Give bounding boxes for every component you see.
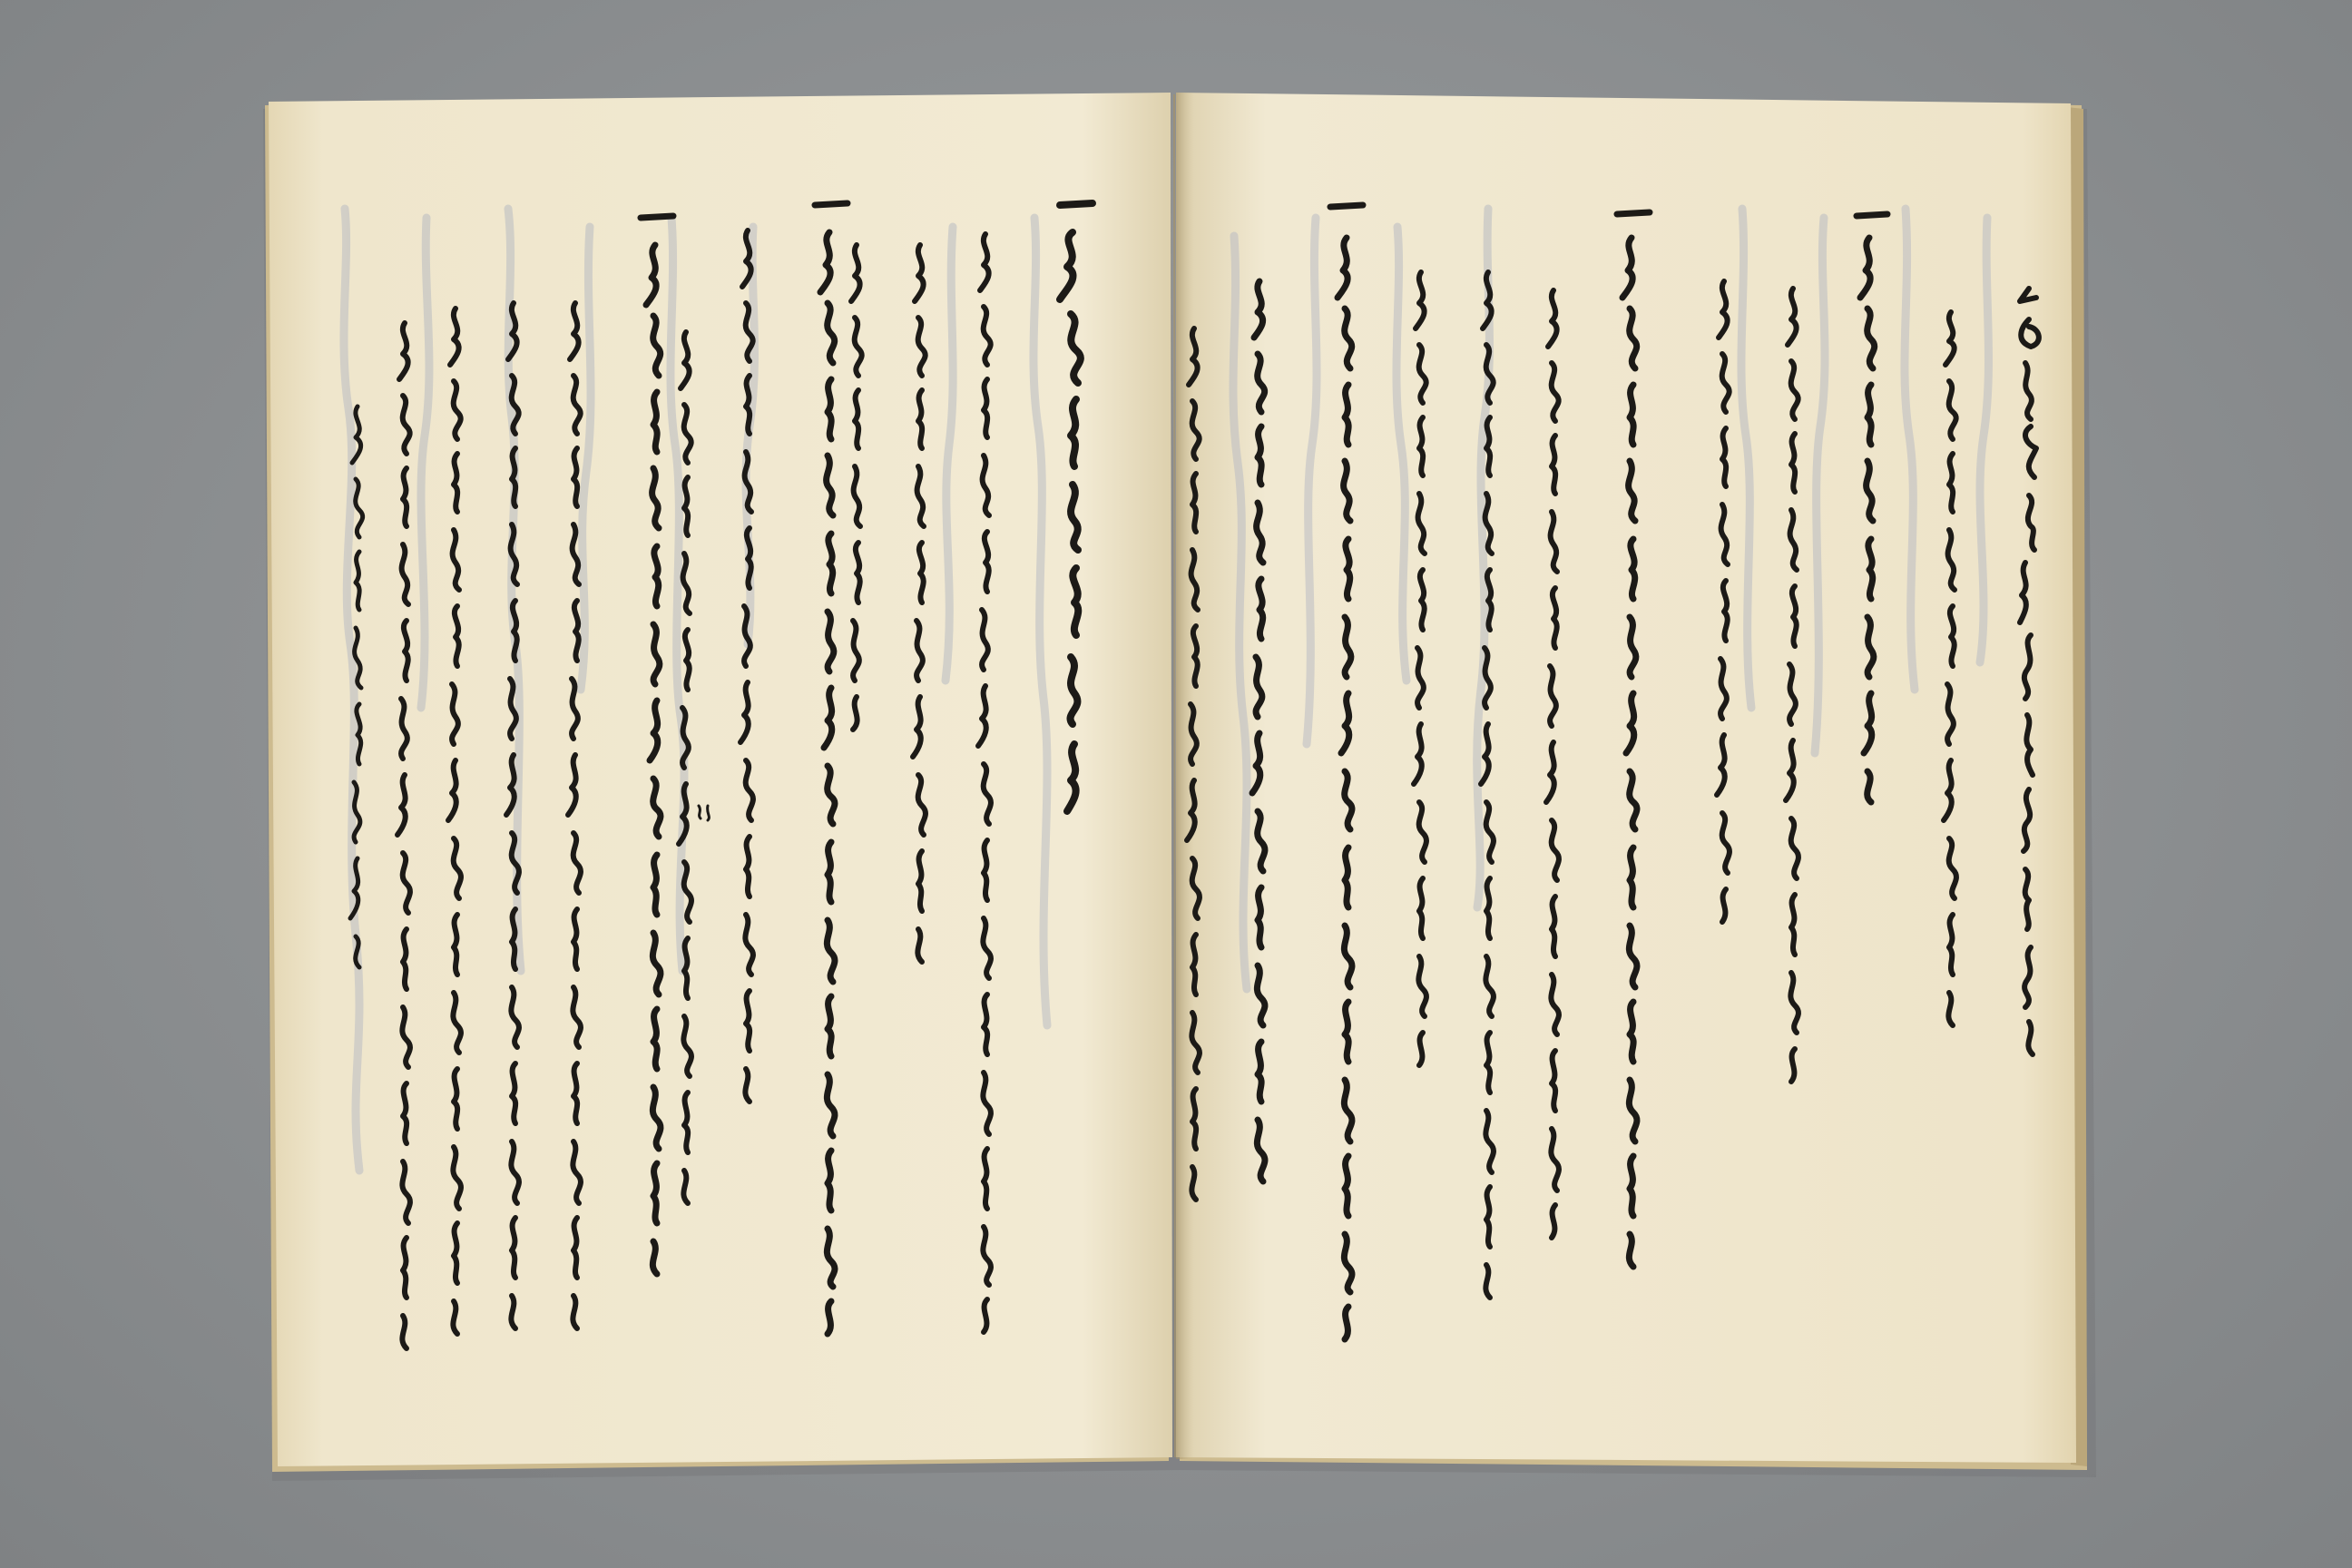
gutter-fold [1158, 93, 1194, 1459]
